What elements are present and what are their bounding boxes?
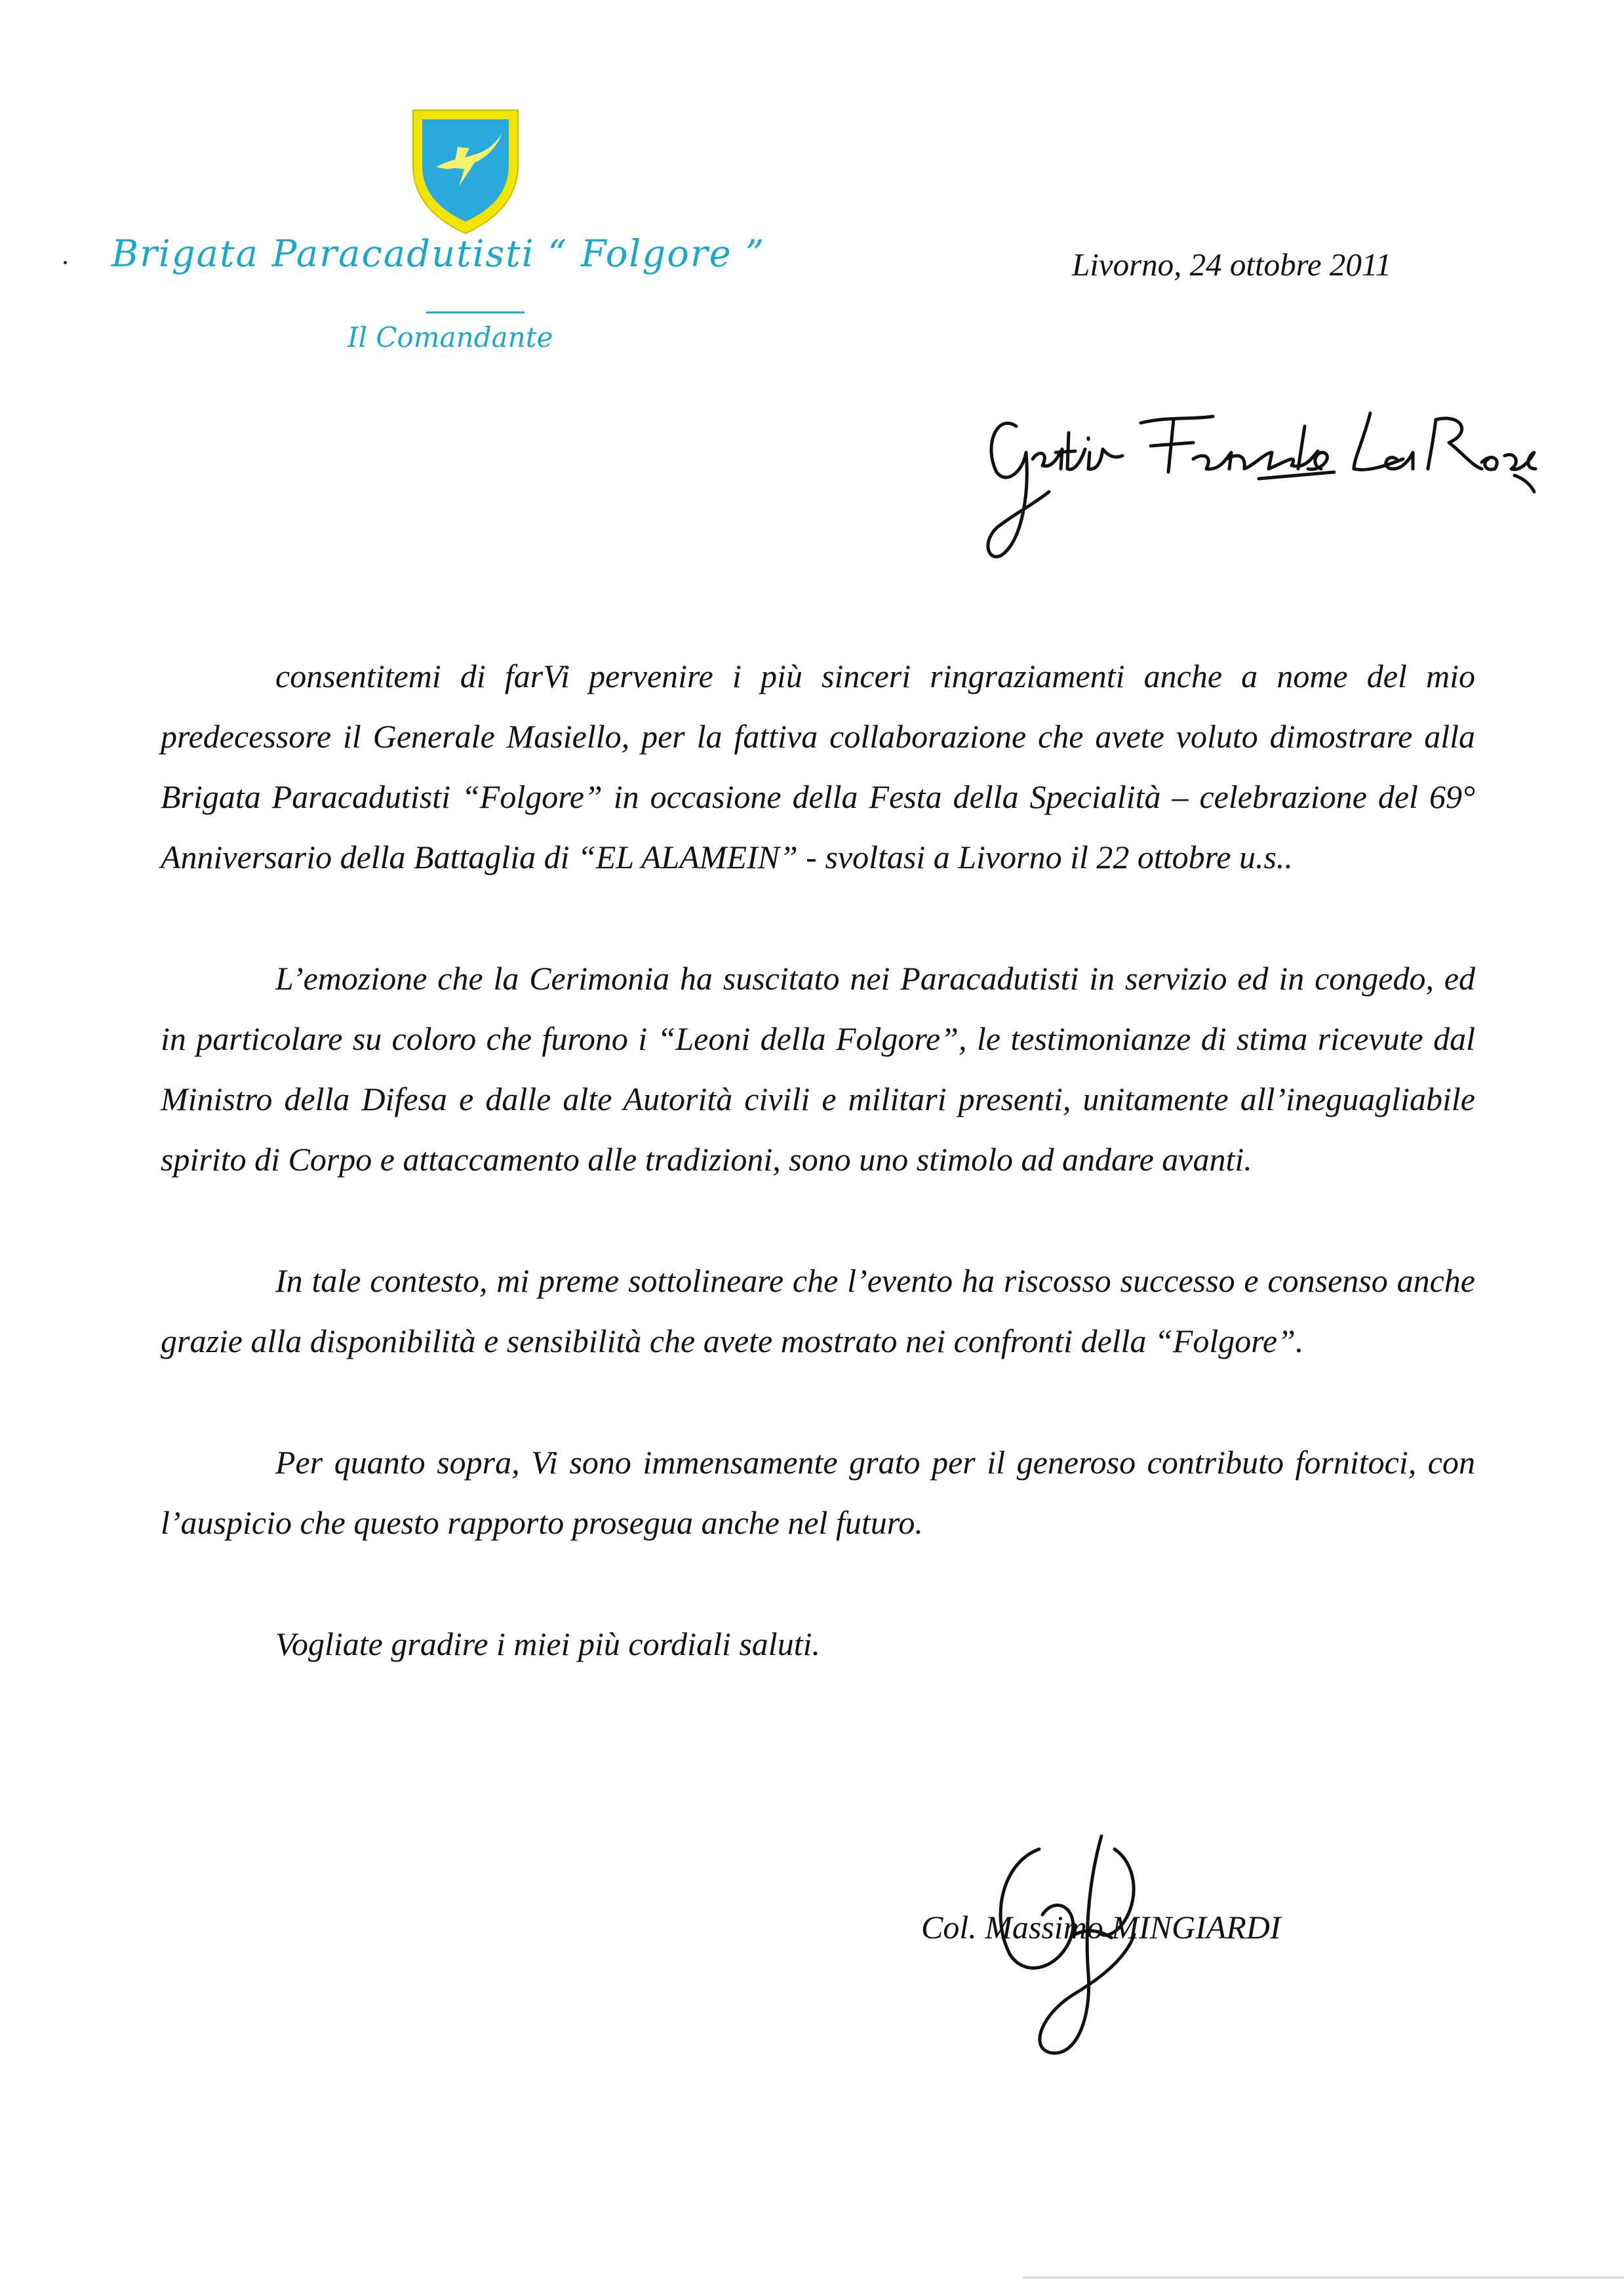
handwritten-salutation — [977, 387, 1541, 570]
closing-line: Vogliate gradire i miei più cordiali saluti. — [275, 1626, 820, 1662]
scan-artifact — [1023, 2277, 1624, 2279]
brigade-name: Brigata Paracadutisti “ Folgore ” — [111, 233, 766, 275]
body-paragraph: consentitemi di farVi pervenire i più sinceri ringraziamenti anche a nome del mio predecessore il Generale Masiello, per la fattiva collaborazione che avete voluto dimostrare alla Brigata Paracadutisti “Folgore” in occasione della Festa della Specialità – celebrazione del 69° Anniversario della Battaglia di “EL ALAMEIN” - svoltasi a Livorno il 22 ottobre u.s.. — [161, 658, 1475, 875]
letter-body — [161, 646, 1475, 1735]
commander-title: Il Comandante — [347, 321, 553, 353]
body-paragraph: Per quanto sopra, Vi sono immensamente grato per il generoso contributo fornitoci, con l’auspicio che questo rapporto prosegua anche nel futuro. — [161, 1444, 1475, 1541]
scan-artifact — [64, 261, 67, 264]
place-date: Livorno, 24 ottobre 2011 — [1072, 247, 1392, 283]
body-paragraph: L’emozione che la Cerimonia ha suscitato nei Paracadutisti in servizio ed in congedo, ed in particolare su coloro che furono i “Leoni della Folgore”, le testimonianze di stima ricevute dal Ministro della Difesa e dalle alte Autorità civili e militari presenti, unitamente all’ineguagliabile spirito di Corpo e attaccamento alle tradizioni, sono uno stimolo ad andare avanti. — [161, 960, 1475, 1178]
folgore-crest-icon — [406, 105, 525, 236]
body-paragraph: In tale contesto, mi preme sottolineare che l’evento ha riscosso successo e consenso anche grazie alla disponibilità e sensibilità che avete mostrato nei confronti della “Folgore”. — [161, 1262, 1475, 1359]
handwritten-signature-icon — [977, 1823, 1259, 2072]
letterhead-divider — [426, 311, 525, 313]
signer-name: Col. Massimo MINGIARDI — [921, 1909, 1281, 1946]
